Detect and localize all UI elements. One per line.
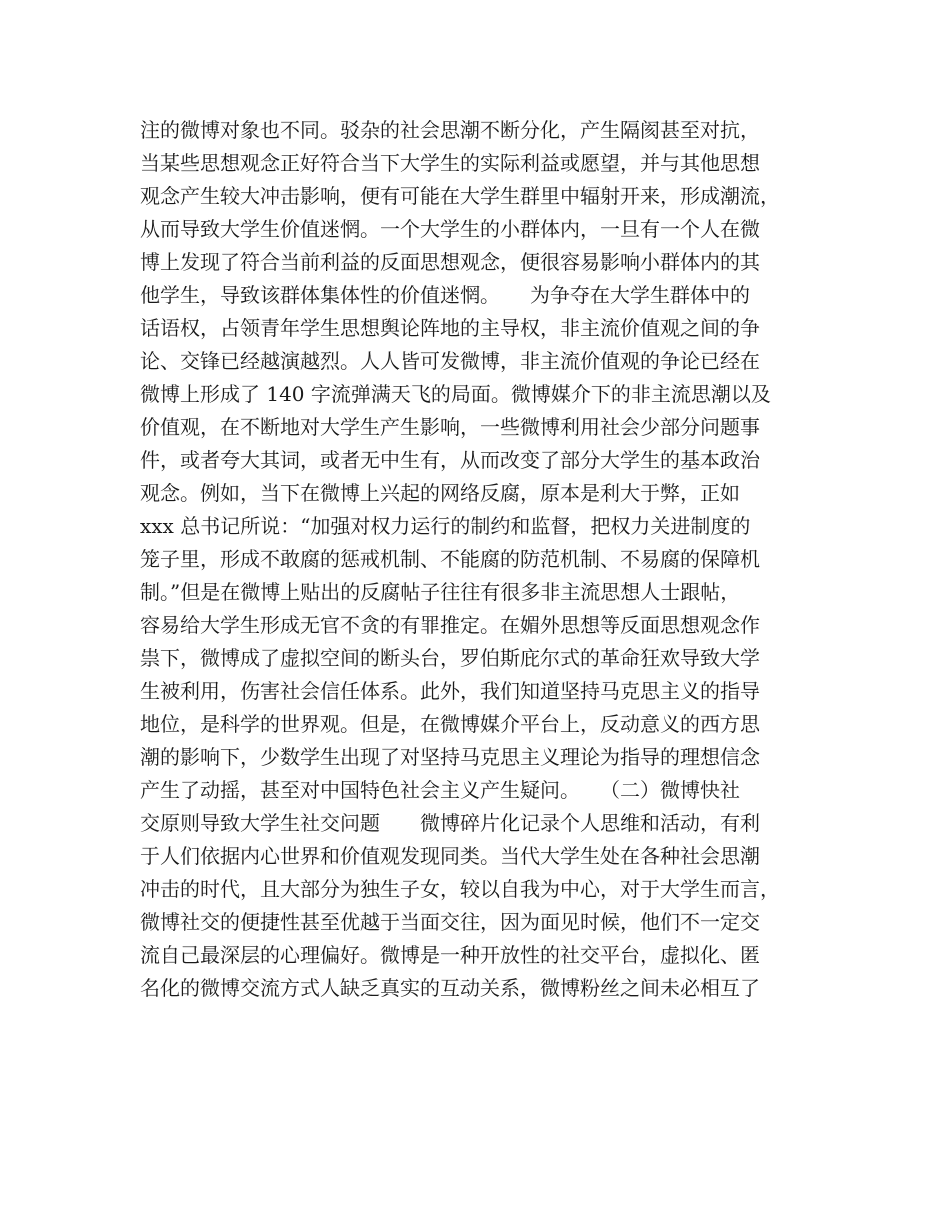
text-line: 微博上形成了 140 字流弹满天飞的局面。微博媒介下的非主流思潮以及 xyxy=(140,382,771,406)
text-line: 产生了动摇，甚至对中国特色社会主义产生疑问。 （二）微博快社 xyxy=(140,778,740,802)
text-line: 笼子里，形成不敢腐的惩戒机制、不能腐的防范机制、不易腐的保障机 xyxy=(140,547,760,571)
text-line: 微博社交的便捷性甚至优越于当面交往，因为面见时候，他们不一定交 xyxy=(140,910,760,934)
text-line: 于人们依据内心世界和价值观发现同类。当代大学生处在各种社会思潮 xyxy=(140,844,760,868)
text-line: 观念。例如，当下在微博上兴起的网络反腐，原本是利大于弊，正如 xyxy=(140,481,740,505)
text-line: 件，或者夸大其词，或者无中生有，从而改变了部分大学生的基本政治 xyxy=(140,448,760,472)
text-line: 他学生，导致该群体集体性的价值迷惘。 为争夺在大学生群体中的 xyxy=(140,283,750,307)
text-line: 地位，是科学的世界观。但是，在微博媒介平台上，反动意义的西方思 xyxy=(140,712,760,736)
text-line: xxx 总书记所说：“加强对权力运行的制约和监督，把权力关进制度的 xyxy=(140,514,751,538)
text-line: 当某些思想观念正好符合当下大学生的实际利益或愿望，并与其他思想 xyxy=(140,151,760,175)
text-line: 容易给大学生形成无官不贪的有罪推定。在媚外思想等反面思想观念作 xyxy=(140,613,760,637)
text-line: 名化的微博交流方式人缺乏真实的互动关系，微博粉丝之间未必相互了 xyxy=(140,976,760,1000)
text-line: 冲击的时代，且大部分为独生子女，较以自我为中心，对于大学生而言， xyxy=(140,877,780,901)
text-line: 博上发现了符合当前利益的反面思想观念，便很容易影响小群体内的其 xyxy=(140,250,760,274)
text-line: 观念产生较大冲击影响，便有可能在大学生群里中辐射开来，形成潮流， xyxy=(140,184,780,208)
text-line: 流自己最深层的心理偏好。微博是一种开放性的社交平台，虚拟化、匿 xyxy=(140,943,760,967)
text-line: 制。”但是在微博上贴出的反腐帖子往往有很多非主流思想人士跟帖， xyxy=(140,580,741,604)
text-line: 交原则导致大学生社交问题 微博碎片化记录个人思维和活动，有利 xyxy=(140,811,760,835)
text-line: 生被利用，伤害社会信任体系。此外，我们知道坚持马克思主义的指导 xyxy=(140,679,760,703)
text-line: 注的微博对象也不同。驳杂的社会思潮不断分化，产生隔阂甚至对抗， xyxy=(140,118,760,142)
text-line: 祟下，微博成了虚拟空间的断头台，罗伯斯庇尔式的革命狂欢导致大学 xyxy=(140,646,760,670)
text-line: 价值观，在不断地对大学生产生影响，一些微博利用社会少部分问题事 xyxy=(140,415,760,439)
text-line: 论、交锋已经越演越烈。人人皆可发微博，非主流价值观的争论已经在 xyxy=(140,349,760,373)
body-text xyxy=(140,114,830,1005)
text-line: 从而导致大学生价值迷惘。一个大学生的小群体内，一旦有一个人在微 xyxy=(140,217,760,241)
text-line: 话语权，占领青年学生思想舆论阵地的主导权，非主流价值观之间的争 xyxy=(140,316,760,340)
text-line: 潮的影响下，少数学生出现了对坚持马克思主义理论为指导的理想信念 xyxy=(140,745,760,769)
